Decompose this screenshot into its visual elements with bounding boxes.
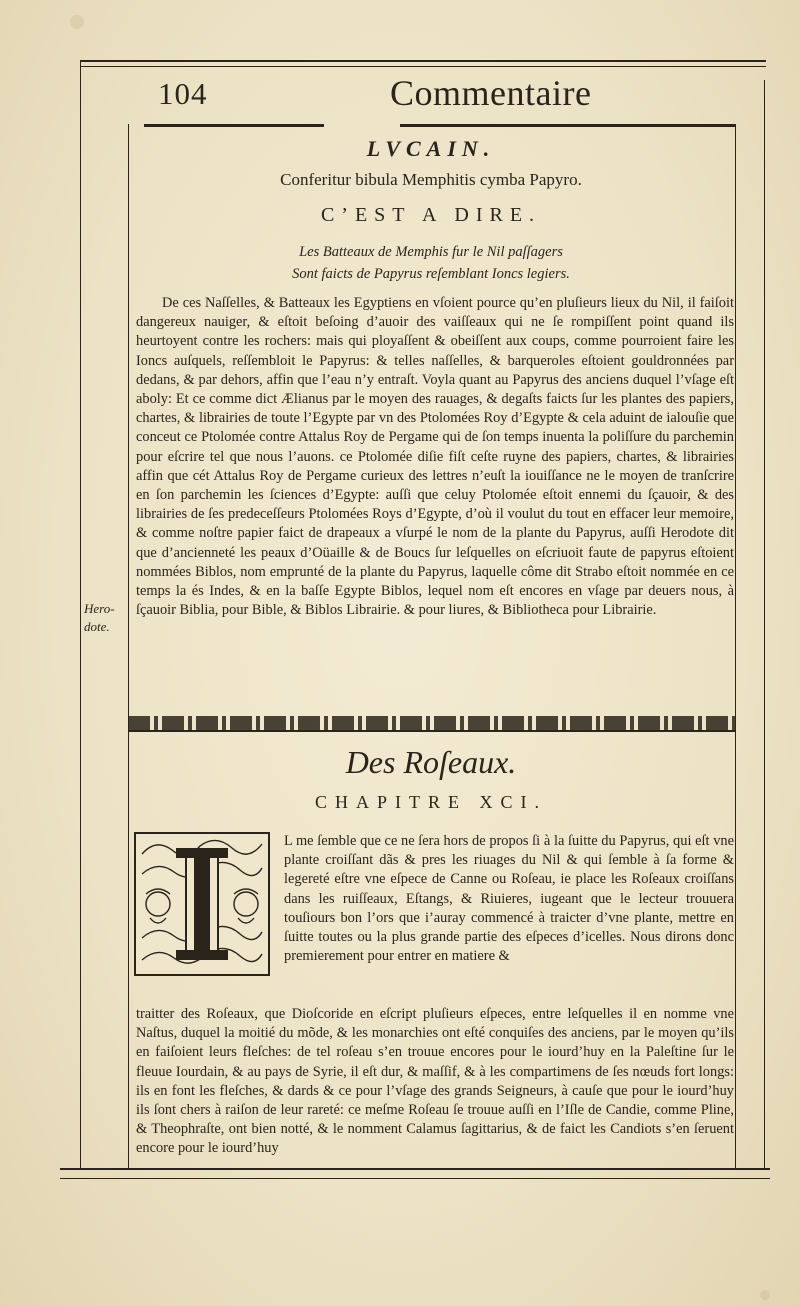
margin-note-line: Hero- xyxy=(84,601,115,616)
margin-note-line: dote. xyxy=(84,619,110,634)
top-rule-inner xyxy=(80,66,766,67)
ornamental-band-rule xyxy=(128,730,736,732)
cest-a-dire-heading: C’EST A DIRE. xyxy=(320,204,542,226)
frame-right xyxy=(735,124,736,1168)
verse-translation-line-1: Les Batteaux de Memphis fur le Nil paſſagers xyxy=(299,244,563,260)
header-rule-right xyxy=(400,124,736,127)
running-title: Commentaire xyxy=(390,73,592,113)
ornamental-band xyxy=(128,716,736,730)
chapter-heading: CHAPITRE XCI. xyxy=(314,792,547,812)
page-number: 104 xyxy=(158,76,208,111)
bottom-rule-lower xyxy=(60,1178,770,1179)
commentary-paragraph: De ces Naſſelles, & Batteaux les Egyptiens en vſoient pource qu’en pluſieurs lieux du Nil, il faiſoit dangereux nauiger, & eſtoit beſoing d’auoir des vaiſſeaux qui ne ſe rompiſſent point quand ils heurtoyent contre les rochers: mais qui ployaſſent & obeiſſent aux coups, comme pourroient faire les Ioncs auſquels, reſſembloit le Papyrus: & telles naſſelles, & barqueroles eſtoient gouldronnées par dedans, & par dehors, affin que l’eau n’y entraſt. Voyla quant au Papyrus des anciens duquel l’vſage eſt aboly: Et ce comme dict Ælianus par le moyen des rauages, & degaſts faicts ſur les plantes des papiers, chartes, & librairies de toute l’Egypte par vn des Ptolomées Roy d’Egypte & cela aduint de ialouſie que conceut ce Ptolomée contre Attalus Roy de Pergame qui de ſon temps inuenta la poliſſure du parchemin pour eſcrire tel que nous l’auons. ce Ptolomée diſie fiſt ceſte ruyne des papiers, chartes, & librairies affin que cét Attalus Roy de Pergame curieux des lettres n’euſt la iouiſſance ne le moyen de tranſcrire en ſon parchemin les ſciences d’Egypte: auſſi que celuy Ptolomée eſtoit ennemi du ſçauoir, & des librairies de ſes predeceſſeurs Ptolomées Roys d’Egypte, d’où il voulut du tout en effacer leur memoire, & comme noſtre papier faict de drapeaux a vſurpé le nom de la plante du Papyrus, auſſi Herodote dit que d’ancienneté les peaux d’Oüaille & de Boucs ſur leſquelles on eſcriuoit faute de papyrus eſtoient nommées Biblos, nom emprunté de la plante du Papyrus, laquelle côme dit Strabo eſtoit nommée en ce temps la és Indes, & en la baſſe Egypte Biblos, lequel nom eſt encores en vſage par deuers nous, à ſçauoir Biblia, pour Bible, & Biblos Librairie. & pour liures, & Bibliotheca pour Librairie. xyxy=(136,295,734,619)
header-rule-left xyxy=(144,124,324,127)
top-rule-outer xyxy=(80,60,766,62)
frame-right-outer xyxy=(764,80,765,1170)
chapter-text-continued: traitter des Roſeaux, que Dioſcoride en eſcript pluſieurs eſpeces, entre leſquelles il en nomme vne Naſtus, duquel la moitié du mõde, & les monarchies ont eſté conquiſes des anciens, par le moyen qu’ils en faiſoient leurs fleſches: de tel roſeau s’en trouue encores pour le iourd’huy en la Paleſtine ſur le fleuue Iourdain, & au pays de Syrie, il eſt dur, & maſſif, & à les compartimens de ſes nœuds fort longs: ils en font les fleſches, & dards & ce pour l’vſage des grands Seigneurs, à cauſe que pour le iourd’huy ils ſont chers à raiſon de leur rareté: ce meſme Roſeau ſe trouue auſſi en l’Iſle de Candie, comme Pline, & Theophraſte, ont bien notté, & le nomment Calamus ſagittarius, & de faict les Candiots s’en ſeruent encore pour le iourd’huy xyxy=(136,1006,734,1157)
paper-stain xyxy=(760,1290,770,1300)
chapter-text-opening: L me ſemble que ce ne ſera hors de propos ſi à la ſuitte du Papyrus, qui eſt vne plante croiſſant dãs & pres les riuages du Nil & qui ſemble à ſa forme & legereté eſtre vne eſpece de Canne ou Roſeau, ie place les Roſeaux croiſſans dans les ruiſſeaux, Eſtangs, & Riuieres, iugeant que le lecteur trouuera touſiours bon l’ors que i’auray commencé à traicter d’vne plante, mettre en ſuitte toutes ou la plus grande partie des eſpeces d’icelles. Nous dirons donc premierement pour entrer en matiere & xyxy=(284,833,734,965)
margin-note-herodote xyxy=(84,600,124,636)
latin-verse: Conferitur bibula Memphitis cymba Papyro. xyxy=(280,170,582,189)
verse-translation-line-2: Sont faicts de Papyrus reſemblant Ioncs legiers. xyxy=(292,266,570,282)
poet-heading: LVCAIN. xyxy=(366,136,496,161)
bottom-rule xyxy=(60,1168,770,1170)
decorated-initial-woodcut xyxy=(134,832,270,976)
frame-left-outer xyxy=(80,60,81,1170)
paper-stain xyxy=(70,15,84,29)
initial-ornament-icon xyxy=(136,834,268,974)
section-title: Des Roſeaux. xyxy=(345,744,517,780)
